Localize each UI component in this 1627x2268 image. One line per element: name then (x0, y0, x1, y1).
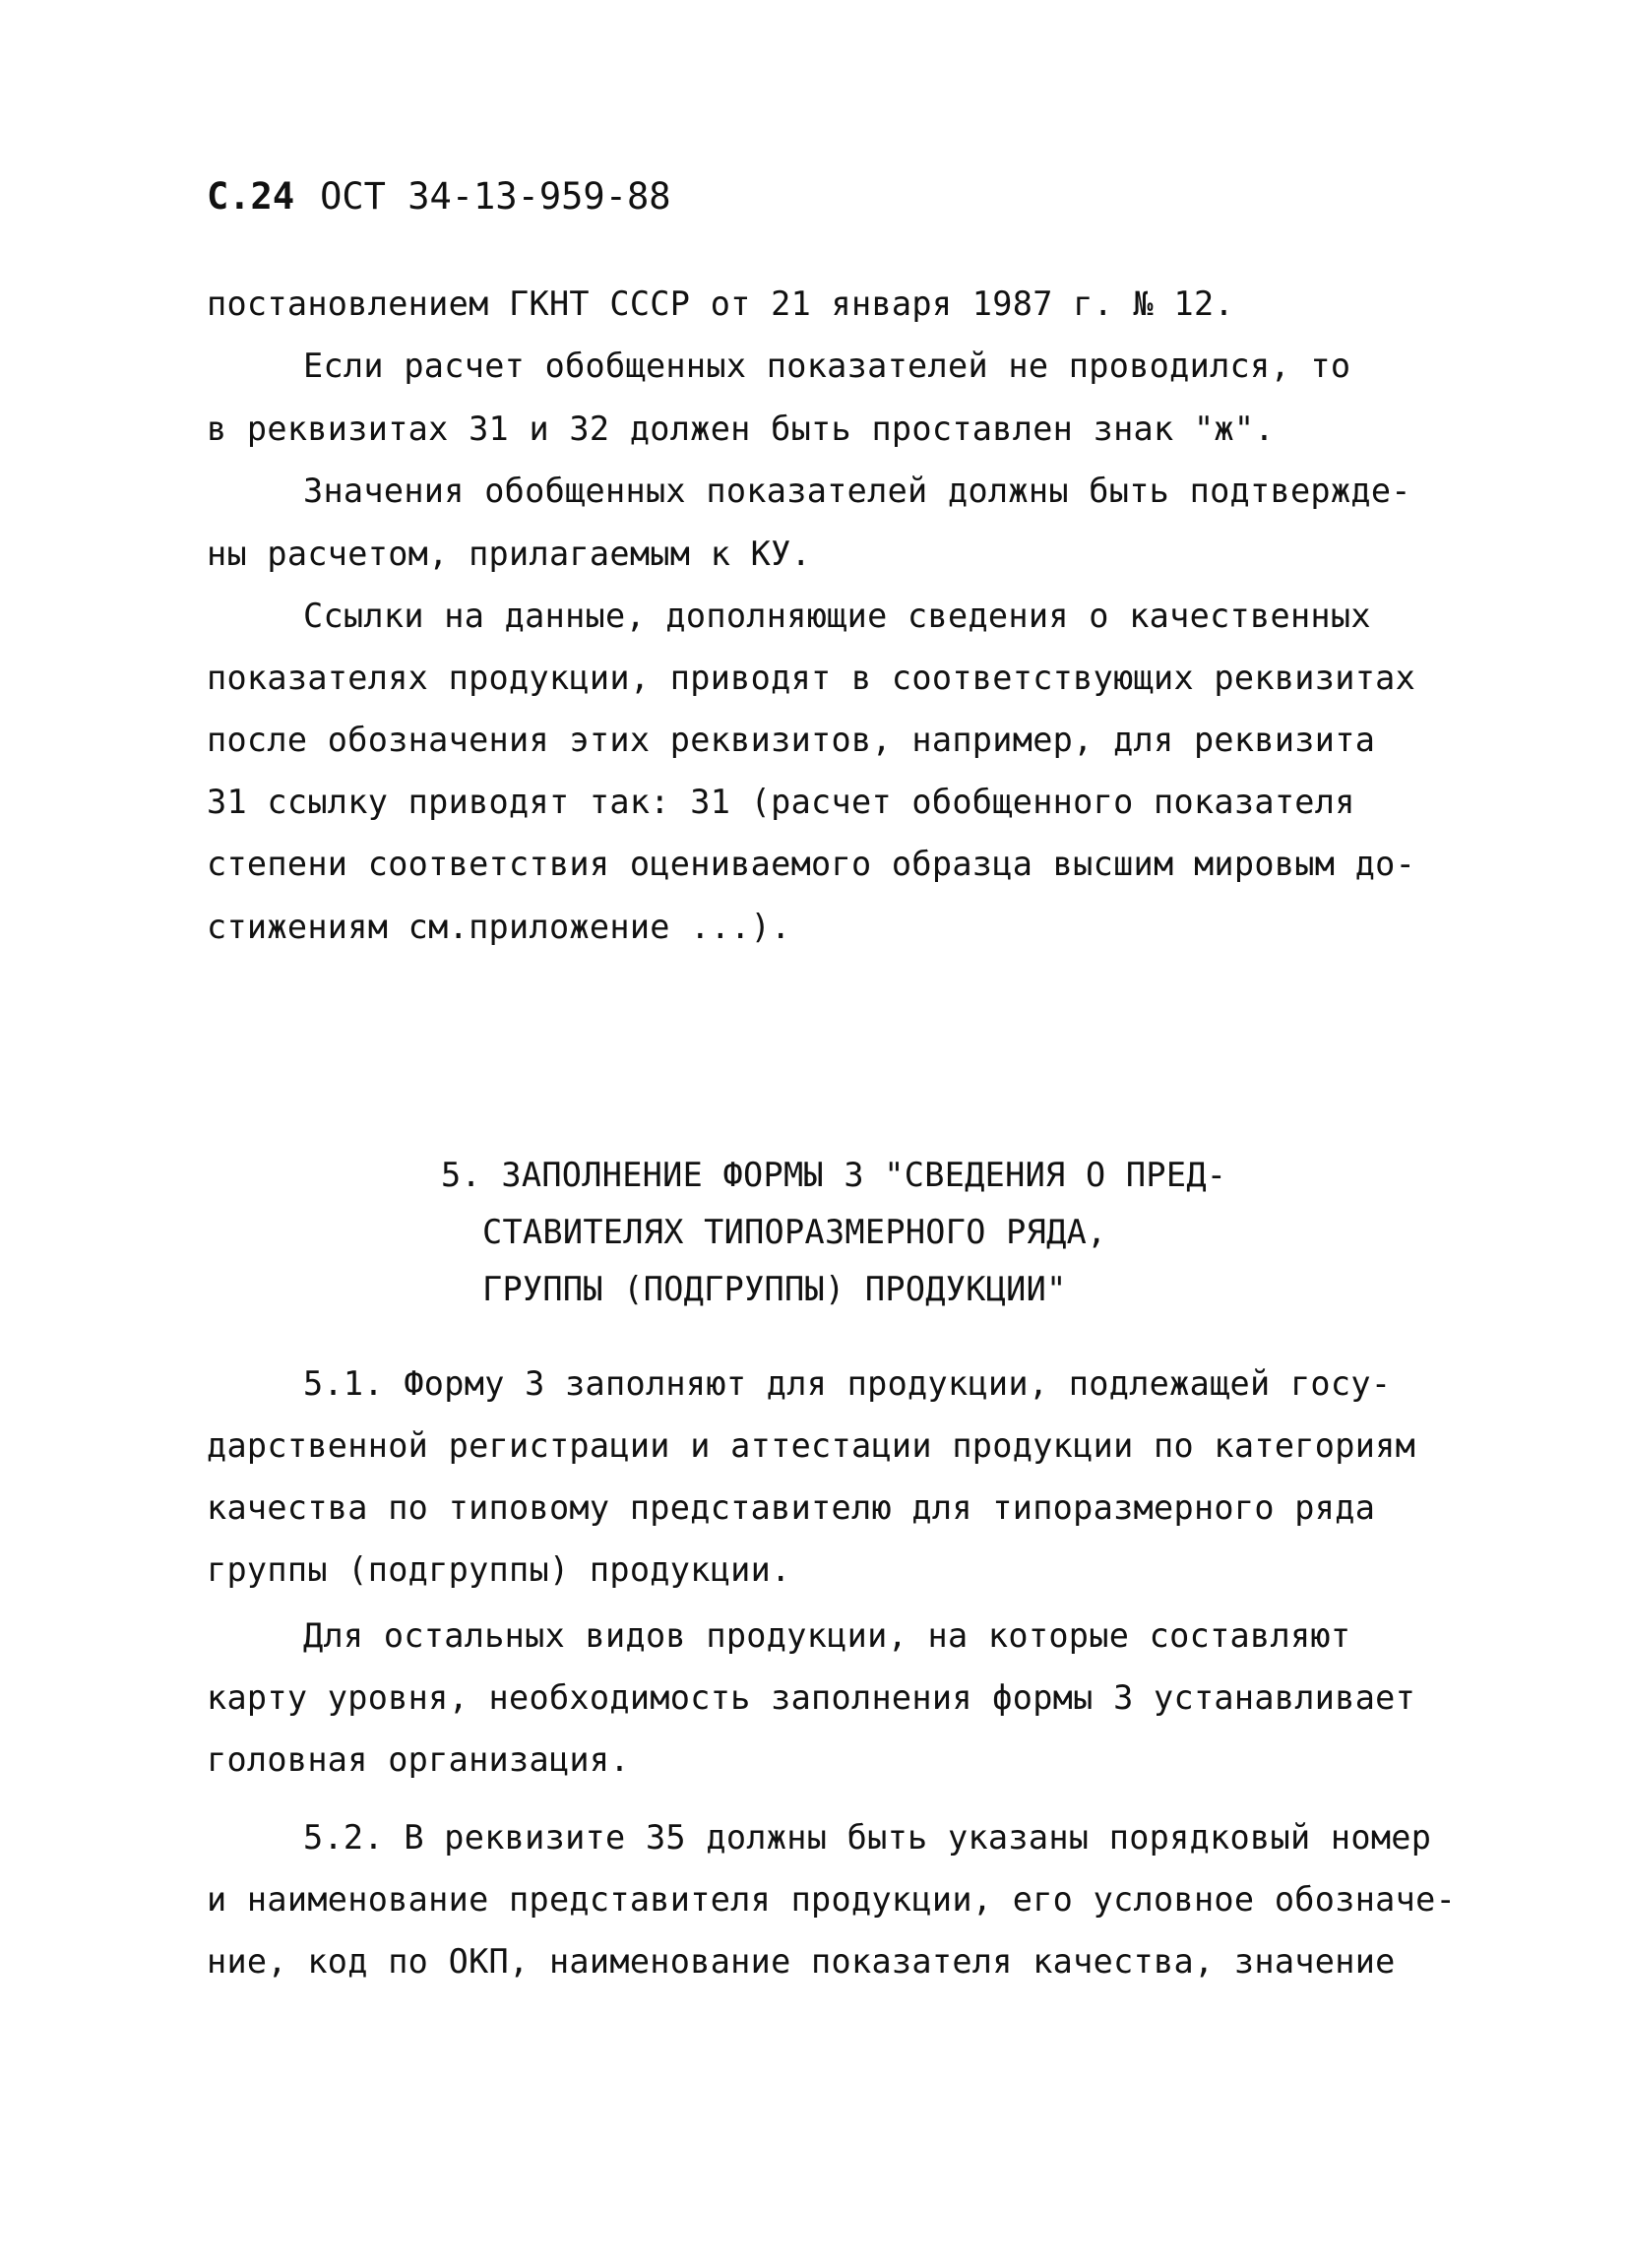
text-line: степени соответствия оцениваемого образца высшим мировым до- (207, 845, 1416, 883)
text-line: стижениям см.приложение ...). (207, 908, 791, 946)
text-line: 31 ссылку приводят так: 31 (расчет обобщенного показателя (207, 783, 1355, 821)
page-header (207, 173, 671, 220)
text-line: дарственной регистрации и аттестации продукции по категориям (207, 1426, 1416, 1465)
text-line: после обозначения этих реквизитов, например, для реквизита (207, 721, 1376, 759)
text-line: ны расчетом, прилагаемым к КУ. (207, 535, 812, 573)
text-line: качества по типовому представителю для типоразмерного ряда (207, 1488, 1376, 1527)
text-line: карту уровня, необходимость заполнения формы 3 устанавливает (207, 1678, 1416, 1717)
text-line: 5.1. Форму 3 заполняют для продукции, подлежащей госу- (303, 1364, 1392, 1403)
text-line: Ссылки на данные, дополняющие сведения о качественных (303, 597, 1371, 635)
section-heading-line: СТАВИТЕЛЯХ ТИПОРАЗМЕРНОГО РЯДА, (482, 1213, 1107, 1251)
section-heading-line: 5. ЗАПОЛНЕНИЕ ФОРМЫ 3 "СВЕДЕНИЯ О ПРЕД- (441, 1156, 1227, 1194)
page-number: С.24 (207, 175, 295, 218)
text-line: Значения обобщенных показателей должны быть подтвержде- (303, 472, 1411, 510)
text-line: показателях продукции, приводят в соответствующих реквизитах (207, 659, 1416, 697)
text-line: ние, код по ОКП, наименование показателя качества, значение (207, 1942, 1396, 1981)
text-line: в реквизитах 31 и 32 должен быть проставлен знак "ж". (207, 410, 1275, 448)
text-line: Если расчет обобщенных показателей не проводился, то (303, 346, 1351, 385)
standard-number: ОСТ 34-13-959-88 (320, 175, 671, 218)
text-line: 5.2. В реквизите 35 должны быть указаны порядковый номер (303, 1818, 1432, 1857)
text-line: Для остальных видов продукции, на которые составляют (303, 1616, 1351, 1655)
text-line: группы (подгруппы) продукции. (207, 1550, 791, 1589)
text-line: постановлением ГКНТ СССР от 21 января 1987 г. № 12. (207, 284, 1234, 323)
text-line: и наименование представителя продукции, его условное обозначе- (207, 1880, 1457, 1919)
section-heading-line: ГРУППЫ (ПОДГРУППЫ) ПРОДУКЦИИ" (482, 1270, 1067, 1308)
text-line: головная организация. (207, 1740, 630, 1779)
